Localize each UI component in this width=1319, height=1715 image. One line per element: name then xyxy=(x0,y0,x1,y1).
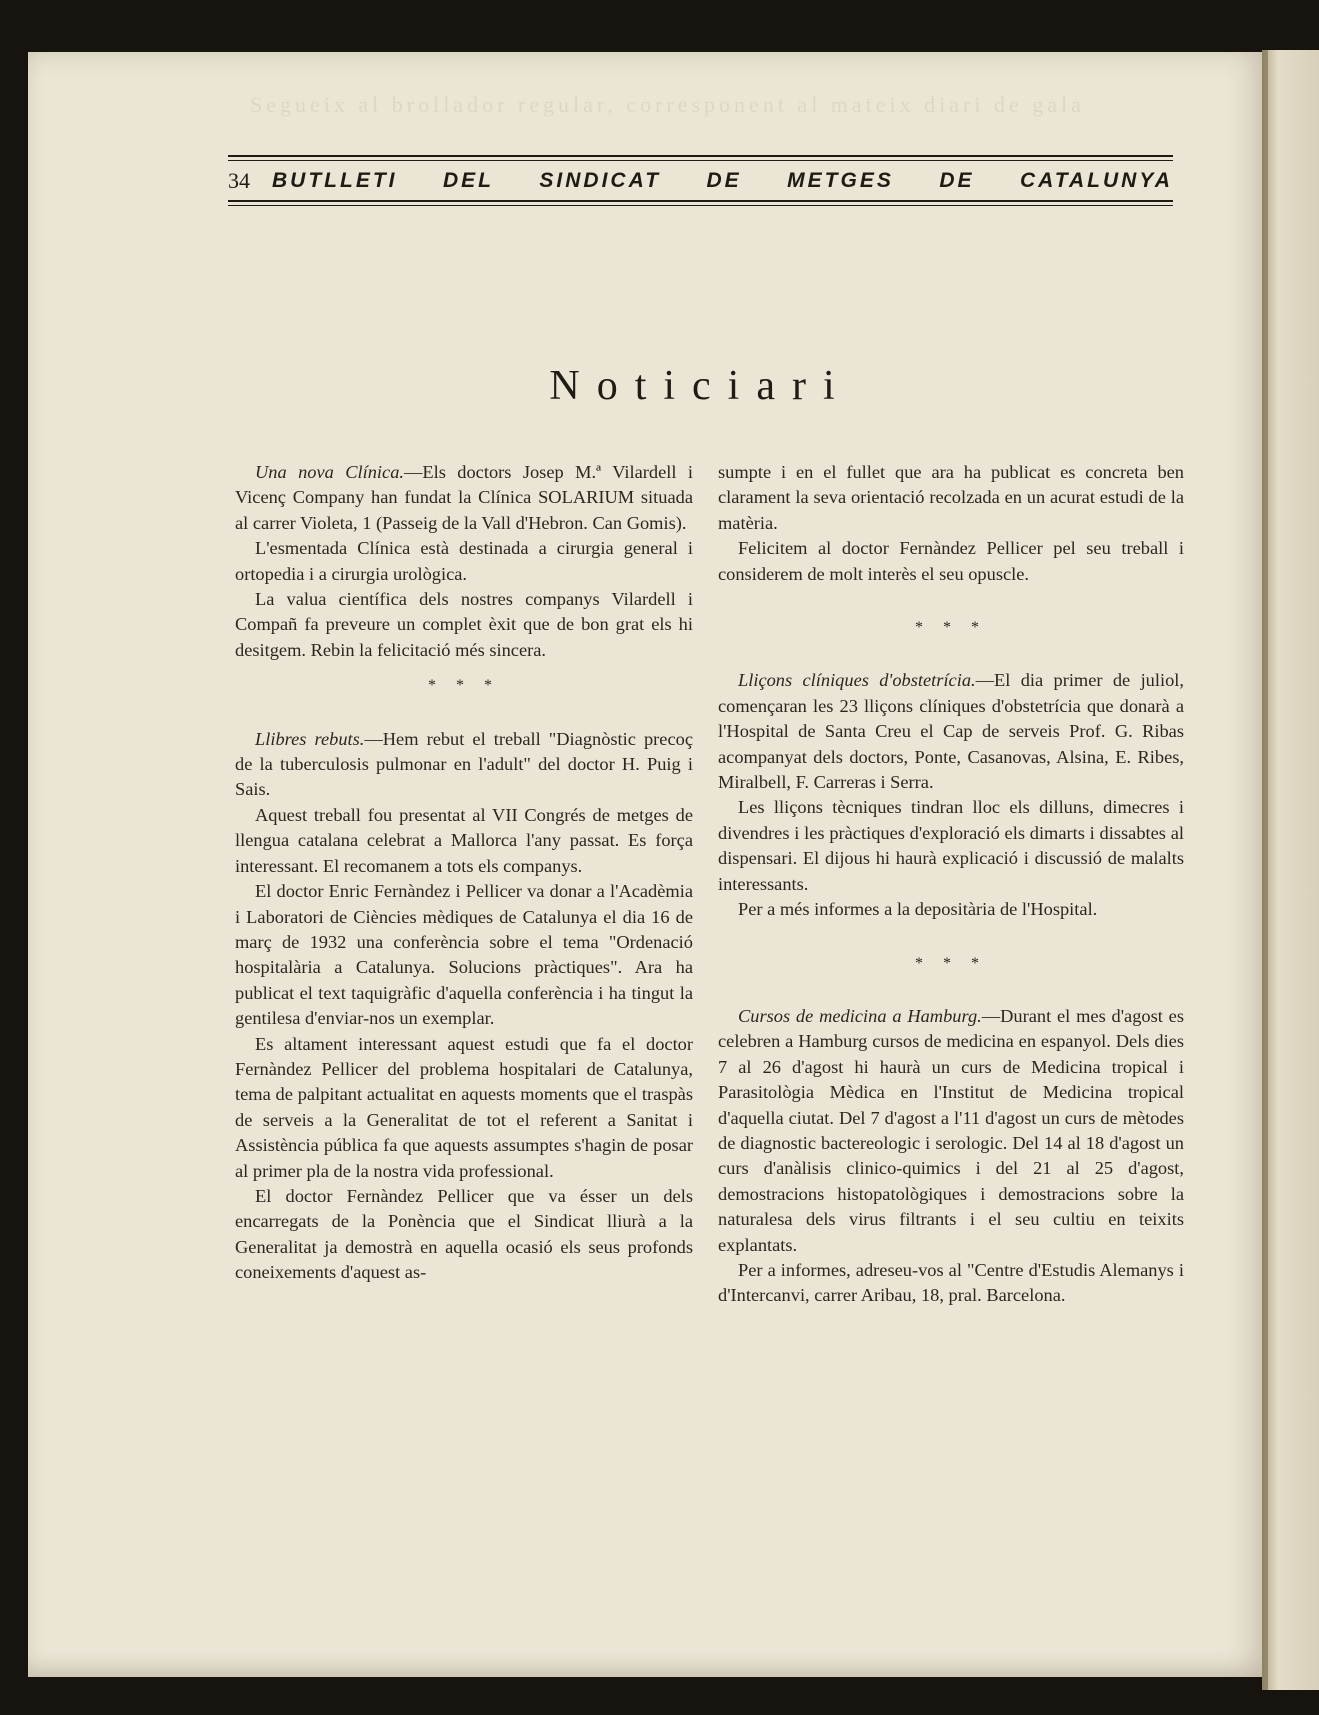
news-heading: Una nova Clínica. xyxy=(255,462,404,482)
news-heading: Cursos de medicina a Hamburg. xyxy=(738,1005,982,1026)
journal-title-word: CATALUNYA xyxy=(1019,169,1173,192)
news-item-llicons-obstetricia xyxy=(718,668,1184,795)
paragraph: Aquest treball fou presentat al VII Congrés de metges de llengua catalana celebrat a Mallorca l'any passat. Es força interessant. El recomanem a tots els companys. xyxy=(235,804,693,876)
spacer xyxy=(718,923,1184,941)
bleed-through-text: Segueix al brollador regular, corresponent al mateix diari de gala xyxy=(250,92,1085,117)
page-gutter-shadow xyxy=(1262,50,1268,1690)
news-item-llibres-rebuts xyxy=(235,727,693,803)
running-head xyxy=(228,164,1173,198)
header-rule-top xyxy=(228,155,1173,157)
news-text: —Els doctors Josep M.ª Vilardell i Vicenç Company han fundat la Clínica SOLARIUM situada al carrer Violeta, 1 (Passeig de la Vall d'Hebron. Can Gomis). xyxy=(235,462,693,533)
section-separator: * * * xyxy=(915,954,987,972)
section-separator: * * * xyxy=(915,619,987,637)
header-rule-top-thin xyxy=(228,160,1173,161)
journal-title-word: DE xyxy=(939,169,975,192)
right-column xyxy=(718,460,1184,1309)
paragraph: Per a més informes a la depositària de l'Hospital. xyxy=(738,899,1098,920)
news-heading: Llibres rebuts. xyxy=(255,728,365,749)
spacer xyxy=(235,709,693,727)
news-heading: Lliçons clíniques d'obstetrícia. xyxy=(738,670,976,691)
header-rule-bottom-thin xyxy=(228,205,1173,206)
section-title: Noticiari xyxy=(549,363,852,409)
journal-title-word: METGES xyxy=(787,169,894,192)
journal-title-word: SINDICAT xyxy=(539,169,662,192)
paragraph: La valua científica dels nostres companys Vilardell i Compañ fa preveure un complet èxit que de bon grat els hi desitgem. Rebin la felicitació més sincera. xyxy=(235,589,693,660)
page-number: 34 xyxy=(228,168,250,193)
journal-title xyxy=(272,169,1173,193)
journal-title-word: BUTLLETI xyxy=(272,169,398,192)
paragraph: Per a informes, adreseu-vos al "Centre d'Estudis Alemanys i d'Intercanvi, carrer Aribau, 18, pral. Barcelona. xyxy=(718,1259,1184,1306)
journal-title-word: DE xyxy=(706,169,742,192)
paragraph: El doctor Enric Fernàndez i Pellicer va donar a l'Acadèmia i Laboratori de Ciències mèdiques de Catalunya el dia 16 de març de 1932 una conferència sobre el tema "Ordenació hospitalària a Catalunya. Solucions pràctiques". Ara ha publicat el text taquigràfic d'aquella conferència i ha tingut la gentilesa d'enviar-nos un exemplar. xyxy=(235,881,693,1029)
paragraph: Felicitem al doctor Fernàndez Pellicer pel seu treball i considerem de molt interès el seu opuscle. xyxy=(718,538,1184,584)
journal-title-word: DEL xyxy=(442,169,494,192)
paragraph: L'esmentada Clínica està destinada a cirurgia general i ortopedia i a cirurgia urològica. xyxy=(235,538,693,584)
news-item-cursos-hamburg xyxy=(718,1004,1184,1258)
news-text: —Durant el mes d'agost es celebren a Hamburg cursos de medicina en espanyol. Dels dies 7 al 26 d'agost hi haurà un curs de Medicina tropical i Parasitològia Mèdica en l'Institut de Medicina tropical d'aquella ciutat. Del 7 d'agost a l'11 d'agost un curs de mètodes de diagnostic bactereologic i serologic. Del 14 al 18 d'agost un curs d'anàlisis clinico-quimics i del 21 al 25 d'agost, demostracions histopatològiques i demostracions sobre la naturalesa dels virus filtrants i el seu cultiu en teixits explantats. xyxy=(718,1005,1184,1255)
spacer xyxy=(718,587,1184,605)
paragraph: Es altament interessant aquest estudi que fa el doctor Fernàndez Pellicer del problema hospitalari de Catalunya, tema de palpitant actualitat en aquests moments que el traspàs de serveis a la Generalitat de tot el referent a Sanitat i Assistència pública fa que aquests assumptes s'hagin de posar al primer pla de la nostra vida professional. xyxy=(235,1033,693,1181)
paragraph: Les lliçons tècniques tindran lloc els dilluns, dimecres i divendres i les pràctiques d'exploració els dimarts i dissabtes al dispensari. El dijous hi haurà explicació i discussió de malalts interessants. xyxy=(718,797,1184,894)
next-page-edge xyxy=(1262,50,1319,1690)
header-rule-bottom xyxy=(228,200,1173,202)
news-text: —Hem rebut el treball "Diagnòstic precoç de la tuberculosis pulmonar en l'adult" del doctor H. Puig i Sais. xyxy=(235,728,693,800)
section-separator: * * * xyxy=(428,677,500,695)
spacer xyxy=(718,650,1184,668)
news-text: —El dia primer de juliol, començaran les 23 lliçons clíniques d'obstetrícia que donarà a l'Hospital de Santa Creu el Cap de serveis Prof. G. Ribas acompanyat dels doctors, Ponte, Casanovas, Alsina, E. Ribes, Miralbell, F. Carreras i Serra. xyxy=(718,670,1184,793)
spacer xyxy=(718,986,1184,1004)
news-item-nova-clinica xyxy=(235,460,693,536)
paragraph: El doctor Fernàndez Pellicer que va ésser un dels encarregats de la Ponència que el Sindicat lliurà a la Generalitat ja demostrà en aquella ocasió els seus profonds coneixements d'aquest as- xyxy=(235,1185,693,1283)
left-column xyxy=(235,460,693,1286)
paragraph-continued: sumpte i en el fullet que ara ha publicat es concreta ben clarament la seva orientació recolzada en un acurat estudi de la matèria. xyxy=(718,462,1184,533)
